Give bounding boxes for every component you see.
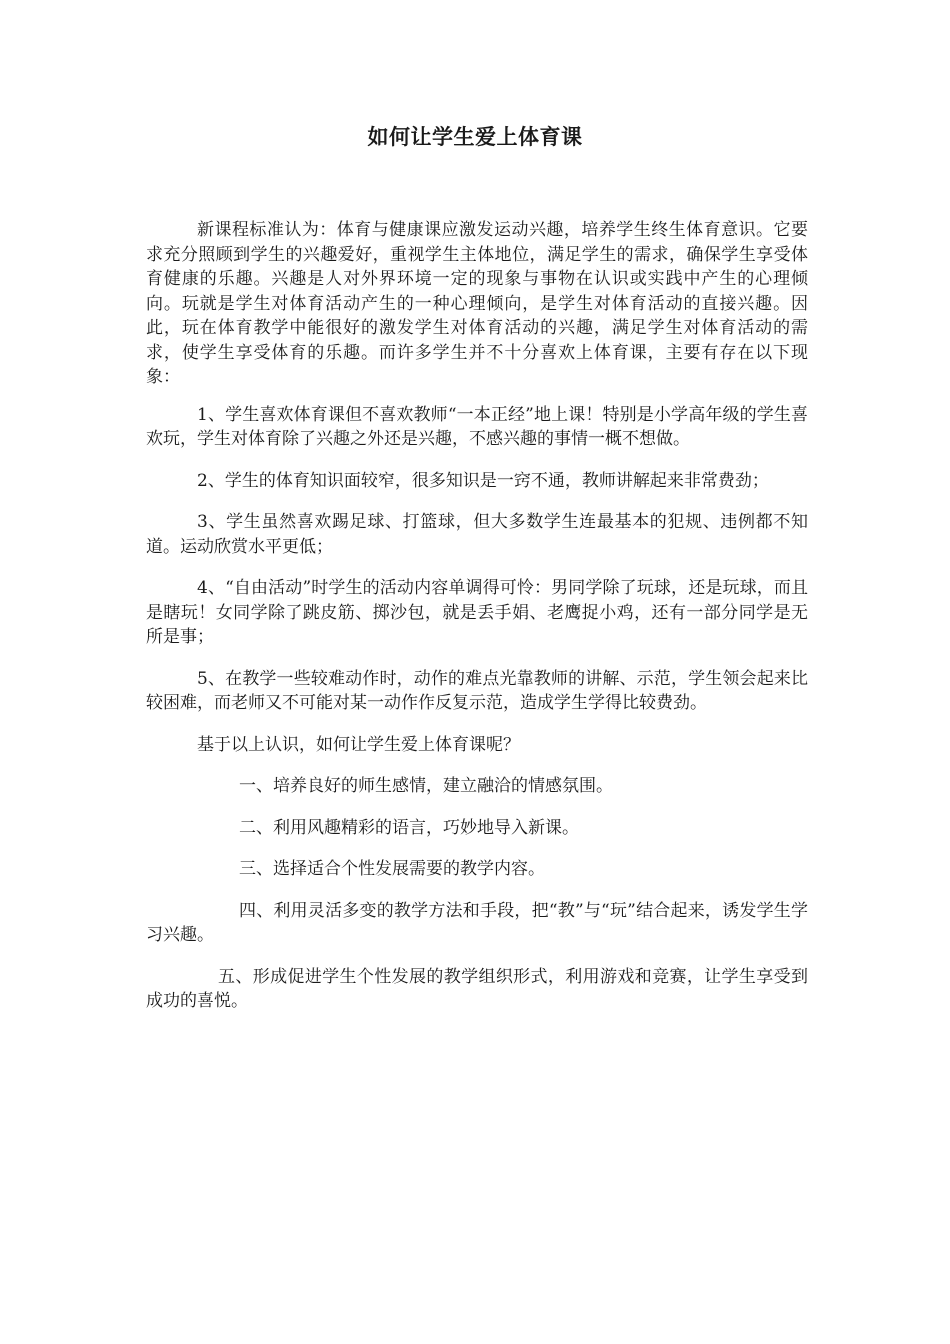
strategy-heading-2: 二、利用风趣精彩的语言，巧妙地导入新课。 (239, 817, 579, 838)
phenomenon-item-5: 5、在教学一些较难动作时，动作的难点光靠教师的讲解、示范，学生领会起来比较困难，而老师又不可能对某一动作作反复示范，造成学生学得比较费劲。 (146, 668, 808, 713)
phenomenon-item-3: 3、学生虽然喜欢踢足球、打篮球，但大多数学生连最基本的犯规、违例都不知道。运动欣赏水平更低； (146, 512, 808, 557)
document-body (146, 218, 808, 1026)
phenomenon-item-2: 2、学生的体育知识面较窄，很多知识是一窍不通，教师讲解起来非常费劲； (197, 470, 769, 491)
strategy-heading-5: 五、形成促进学生个性发展的教学组织形式，利用游戏和竞赛，让学生享受到成功的喜悦。 (146, 966, 808, 1011)
strategy-heading-1: 一、培养良好的师生感情，建立融洽的情感氛围。 (239, 776, 613, 796)
question-paragraph: 基于以上认识，如何让学生爱上体育课呢？ (197, 734, 520, 755)
phenomenon-item-1: 1、学生喜欢体育课但不喜欢教师“一本正经”地上课！特别是小学高年级的学生喜欢玩，学生对体育除了兴趣之外还是兴趣，不感兴趣的事情一概不想做。 (146, 404, 808, 449)
intro-paragraph: 新课程标准认为：体育与健康课应激发运动兴趣，培养学生终生体育意识。它要求充分照顾到学生的兴趣爱好，重视学生主体地位，满足学生的需求，确保学生享受体育健康的乐趣。兴趣是人对外界环境一定的现象与事物在认识或实践中产生的心理倾向。玩就是学生对体育活动产生的一种心理倾向，是学生对体育活动的直接兴趣。因此，玩在体育教学中能很好的激发学生对体育活动的兴趣，满足学生对体育活动的需求，使学生享受体育的乐趣。而许多学生并不十分喜欢上体育课，主要有存在以下现象： (146, 220, 808, 387)
phenomenon-item-4: 4、“自由活动”时学生的活动内容单调得可怜：男同学除了玩球，还是玩球，而且是瞎玩！女同学除了跳皮筋、掷沙包，就是丢手娟、老鹰捉小鸡，还有一部分同学是无所是事； (146, 578, 808, 647)
document-title: 如何让学生爱上体育课 (367, 124, 583, 149)
strategy-heading-4: 四、利用灵活多变的教学方法和手段，把“教”与“玩”结合起来，诱发学生学习兴趣。 (146, 900, 808, 945)
strategy-heading-3: 三、选择适合个性发展需要的教学内容。 (239, 859, 545, 879)
